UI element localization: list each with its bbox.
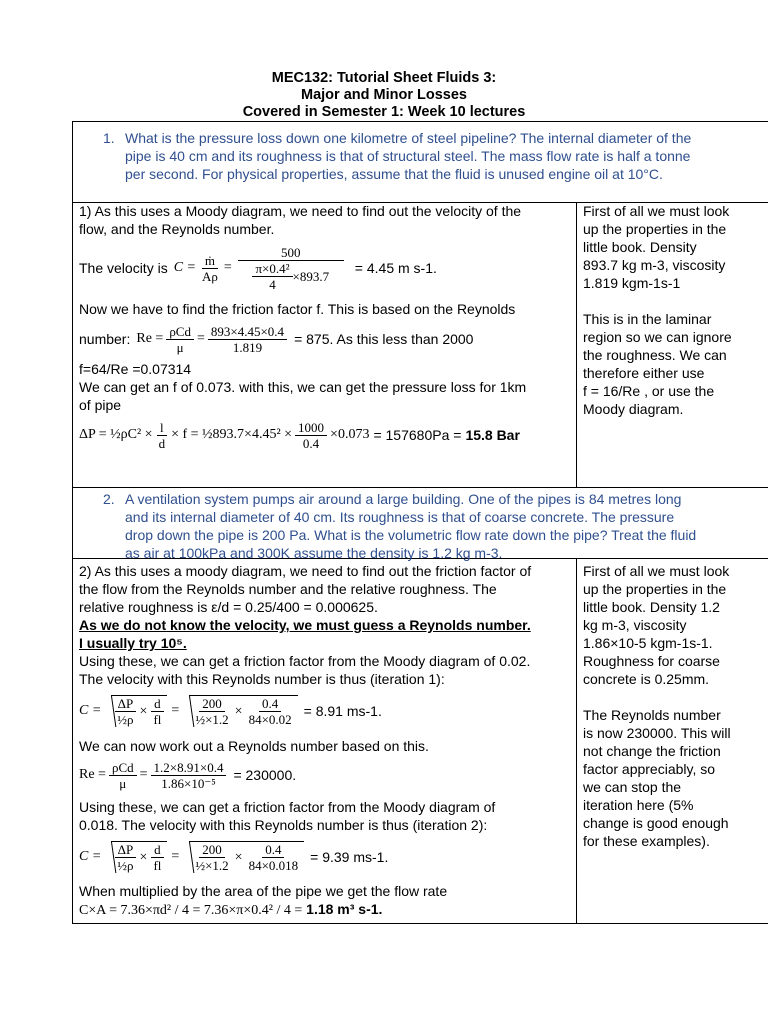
iteration-2-equation: C = $\frac{\Delta P}{\text{½ρ}}$ × $\frac{d}{fl}$ = $\frac{200}{\text{½×1.2}}$ × $\frac{0.4}{84\times 0.018}$ = 9.39 ms-1. <box>79 842 389 873</box>
pressure-loss-fraction-2 <box>295 420 327 451</box>
side-note-line: 893.7 kg m-3, viscosity <box>583 257 726 273</box>
column-divider-1 <box>576 202 577 487</box>
guess-value: I usually try 10⁵. <box>79 635 187 651</box>
table-border-top <box>72 121 768 122</box>
velocity-fraction-1-num: ṁ <box>202 253 218 269</box>
question-1 <box>103 129 768 201</box>
page-header <box>0 70 768 121</box>
iteration-1-result: = 8.91 ms-1. <box>303 703 382 719</box>
iteration-2-sqrt-2: $\frac{200}{\text{½×1.2}}$ × $\frac{0.4}{84\times 0.018}$ <box>189 841 304 873</box>
answer-2-line: the flow from the Reynolds number and the relative roughness. The <box>79 581 497 597</box>
friction-intro: Now we have to find the friction factor f. This is based on the Reynolds <box>79 301 516 317</box>
iteration-2-sqrt-1: $\frac{\Delta P}{\text{½ρ}}$ × $\frac{d}{fl}$ <box>111 841 167 873</box>
question-1-line: pipe is 40 cm and its roughness is that of structural steel. The mass flow rate is half a tonne <box>125 148 691 164</box>
iteration-1-fraction-b-num: d <box>151 696 164 712</box>
side-note-line: First of all we must look <box>583 203 730 219</box>
side-note-line: The Reynolds number <box>583 707 721 723</box>
reynolds-label: number: <box>79 331 131 347</box>
iteration-1-fraction-c-num: 200 <box>199 696 225 712</box>
side-note-line: the roughness. We can <box>583 347 727 363</box>
question-2-line: as air at 100kPa and 300K assume the density is 1.2 kg m-3. <box>125 545 503 561</box>
iteration-1-sqrt-1: $\frac{\Delta P}{\text{½ρ}}$ × $\frac{d}{fl}$ <box>111 695 167 727</box>
pressure-loss-mid: × f = ½893.7×4.45² × <box>171 427 293 442</box>
side-note-spacer <box>583 688 768 706</box>
reynolds-fraction-2-num: 893×4.45×0.4 <box>208 324 287 340</box>
answer-1-intro <box>79 202 574 238</box>
reynolds-2-fraction-b-num: 1.2×8.91×0.4 <box>151 760 227 776</box>
answer-2-line: relative roughness is ε/d = 0.25/400 = 0.000625. <box>79 599 378 615</box>
side-note-line: 1.819 kgm-1s-1 <box>583 275 681 291</box>
title-line-1: MEC132: Tutorial Sheet Fluids 3: <box>271 70 497 86</box>
iteration-1-fraction-a-num: ΔP <box>115 696 137 712</box>
reynolds-2-lhs: Re = <box>79 767 106 782</box>
guess-instruction: As we do not know the velocity, we must guess a Reynolds number. <box>79 617 531 633</box>
iteration-2-fraction-d <box>246 842 302 873</box>
velocity-label: The velocity is <box>79 260 168 276</box>
side-note-line: factor appreciably, so <box>583 761 716 777</box>
pressure-loss-tail: ×0.073 <box>330 427 370 442</box>
side-note-line: is now 230000. This will <box>583 725 731 741</box>
side-note-line: not change the friction <box>583 743 721 759</box>
velocity-area-num: π×0.4² <box>252 261 292 277</box>
question-2 <box>103 490 768 562</box>
answer-2-iteration-2-intro <box>79 798 495 834</box>
iteration-1-fraction-c <box>192 696 231 727</box>
iteration-1-sqrt-2: $\frac{200}{\text{½×1.2}}$ × $\frac{0.4}{84\times 0.02}$ <box>189 695 297 727</box>
side-note-line: therefore either use <box>583 365 705 381</box>
side-note-line: This is in the laminar <box>583 311 712 327</box>
iteration-1-fraction-d <box>246 696 295 727</box>
question-2-line: and its internal diameter of 40 cm. Its roughness is that of coarse concrete. The pressure <box>125 509 675 525</box>
iteration-1-fraction-d-num: 0.4 <box>259 696 281 712</box>
velocity-result: = 4.45 m s-1. <box>354 260 437 276</box>
iteration-1-fraction-a-den: ½ρ <box>117 712 134 727</box>
iteration-2-fraction-a <box>114 842 136 873</box>
pressure-loss-bold-result: 15.8 Bar <box>465 427 520 443</box>
side-note-line: First of all we must look <box>583 563 730 579</box>
iteration-1-fraction-d-den: 84×0.02 <box>248 712 292 727</box>
iteration-2-fraction-b <box>150 842 164 873</box>
reynolds-2-fraction-a <box>109 760 137 791</box>
iteration-2-fraction-b-num: d <box>151 842 164 858</box>
question-1-line: per second. For physical properties, assume that the fluid is unused engine oil at 10°C. <box>125 166 663 182</box>
answer-1-line: We can get an f of 0.073. with this, we can get the pressure loss for 1km <box>79 379 527 395</box>
reynolds-2-fraction-b <box>151 760 227 791</box>
side-note-line: concrete is 0.25mm. <box>583 671 710 687</box>
answer-1-line: 1) As this uses a Moody diagram, we need to find out the velocity of the <box>79 203 522 219</box>
iteration-2-result: = 9.39 ms-1. <box>310 849 389 865</box>
side-note-line: change is good enough <box>583 815 729 831</box>
side-note-2 <box>583 562 768 850</box>
flow-rate-result: 1.18 m³ s-1. <box>306 901 383 917</box>
iteration-2-fraction-d-den: 84×0.018 <box>248 858 299 873</box>
table-border-left <box>72 121 73 924</box>
pressure-loss-lhs: ΔP = ½ρC² × <box>79 427 153 442</box>
question-2-number: 2. <box>103 491 115 507</box>
side-note-line: region so we can ignore <box>583 329 732 345</box>
iteration-2-fraction-a-num: ΔP <box>115 842 137 858</box>
iteration-2-fraction-c-den: ½×1.2 <box>195 858 229 873</box>
reynolds-2-fraction-a-den: μ <box>119 775 127 791</box>
answer-1-followup <box>79 360 526 414</box>
iteration-1-lhs: C = <box>79 703 102 718</box>
side-note-1 <box>583 202 768 418</box>
side-note-line: up the properties in the <box>583 221 727 237</box>
velocity-area-fraction <box>252 261 292 292</box>
pressure-loss-fraction-1-num: l <box>157 420 167 436</box>
side-note-line: Roughness for coarse <box>583 653 720 669</box>
reynolds-result: = 875. As this less than 2000 <box>294 331 474 347</box>
answer-2-intro <box>79 562 531 688</box>
iteration-1-fraction-c-den: ½×1.2 <box>195 712 229 727</box>
row-divider-2 <box>72 487 768 488</box>
answer-2-line: When multiplied by the area of the pipe we get the flow rate <box>79 883 448 899</box>
question-1-number: 1. <box>103 130 115 146</box>
reynolds-2-result: = 230000. <box>233 767 297 783</box>
iteration-1-fraction-b-den: fl <box>153 712 162 727</box>
side-note-line: Moody diagram. <box>583 401 684 417</box>
pressure-loss-result: = 157680Pa = <box>373 427 462 443</box>
iteration-1-fraction-a <box>114 696 136 727</box>
velocity-density-mult: ×893.7 <box>292 268 330 284</box>
reynolds-lhs: Re = <box>136 331 164 346</box>
pressure-loss-fraction-2-num: 1000 <box>295 420 327 436</box>
title-line-2: Major and Minor Losses <box>301 87 467 103</box>
question-2-line: A ventilation system pumps air around a large building. One of the pipes is 84 metres long <box>125 491 682 507</box>
reynolds-fraction-1-num: ρCd <box>166 324 194 340</box>
side-note-spacer <box>583 292 768 310</box>
reynolds-intro-2: We can now work out a Reynolds number based on this. <box>79 738 429 754</box>
reynolds-fraction-2 <box>208 324 287 355</box>
iteration-1-fraction-b <box>150 696 164 727</box>
reynolds-fraction-1-den: μ <box>176 339 184 355</box>
answer-2-line: 2) As this uses a moody diagram, we need to find out the friction factor of <box>79 563 532 579</box>
pressure-loss-fraction-1 <box>156 420 169 451</box>
velocity-fraction-1 <box>199 253 221 284</box>
question-2-line: drop down the pipe is 200 Pa. What is the volumetric flow rate down the pipe? Treat the fluid <box>125 527 697 543</box>
reynolds-equation-1: number: Re = $\frac{\text{ρCd}}{\mu}$ = $\frac{893\times 4.45\times 0.4}{1.819}$ = 875. As this less than 2000 <box>79 323 474 355</box>
side-note-line: 1.86×10-5 kgm-1s-1. <box>583 635 713 651</box>
iteration-2-fraction-d-num: 0.4 <box>262 842 284 858</box>
iteration-2-fraction-a-den: ½ρ <box>117 858 134 873</box>
column-divider-2 <box>576 558 577 924</box>
side-note-line: iteration here (5% <box>583 797 694 813</box>
question-1-line: What is the pressure loss down one kilometre of steel pipeline? The internal diameter of the <box>125 130 692 146</box>
iteration-2-fraction-c-num: 200 <box>199 842 225 858</box>
side-note-line: little book. Density 1.2 <box>583 599 720 615</box>
pressure-loss-fraction-2-den: 0.4 <box>302 435 320 451</box>
velocity-fraction-2 <box>238 245 344 292</box>
velocity-fraction-2-num: 500 <box>238 245 344 261</box>
flow-rate-equation: C×A = 7.36×πd² / 4 = 7.36×π×0.4² / 4 = <box>79 903 303 918</box>
iteration-2-fraction-b-den: fl <box>153 858 162 873</box>
answer-2-conclusion <box>79 882 447 920</box>
velocity-fraction-1-den: Aρ <box>202 268 218 284</box>
side-note-line: little book. Density <box>583 239 697 255</box>
iteration-1-equation: C = $\frac{\Delta P}{\text{½ρ}}$ × $\frac{d}{fl}$ = $\frac{200}{\text{½×1.2}}$ × $\frac{0.4}{84\times 0.02}$ = 8.91 ms-1. <box>79 696 382 727</box>
side-note-line: we can stop the <box>583 779 682 795</box>
friction-factor-line: f=64/Re =0.07314 <box>79 361 192 377</box>
answer-2-line: Using these, we can get a friction factor from the Moody diagram of <box>79 799 496 815</box>
table-border-bottom <box>72 923 768 924</box>
answer-2-line: Using these, we can get a friction factor from the Moody diagram of 0.02. <box>79 653 531 669</box>
answer-2-line: The velocity with this Reynolds number is thus (iteration 1): <box>79 671 445 687</box>
side-note-line: for these examples). <box>583 833 710 849</box>
iteration-2-lhs: C = <box>79 849 102 864</box>
pressure-loss-equation <box>79 413 520 457</box>
side-note-line: f = 16/Re , or use the <box>583 383 715 399</box>
pressure-loss-fraction-1-den: d <box>158 435 166 451</box>
velocity-lhs: C = <box>173 260 196 275</box>
title-line-3: Covered in Semester 1: Week 10 lectures <box>242 104 526 120</box>
reynolds-fraction-1 <box>166 324 194 355</box>
reynolds-2-fraction-b-den: 1.86×10⁻⁵ <box>161 775 216 791</box>
iteration-2-fraction-c <box>192 842 231 873</box>
velocity-equation: The velocity is C = $\frac{\text{ṁ}}{A\rho}$ = 500 $\frac{\text{π×0.4²}}{4}$ ×893.7 = 4.45 m s-1. <box>79 244 437 292</box>
reynolds-fraction-2-den: 1.819 <box>232 339 263 355</box>
reynolds-2-fraction-a-num: ρCd <box>109 760 137 776</box>
answer-2-line: 0.018. The velocity with this Reynolds number is thus (iteration 2): <box>79 817 488 833</box>
side-note-line: up the properties in the <box>583 581 727 597</box>
answer-1-line: flow, and the Reynolds number. <box>79 221 275 237</box>
reynolds-equation-2: Re = $\frac{\text{ρCd}}{\mu}$ = $\frac{1.2\times 8.91\times 0.4}{\text{1.86×10⁻⁵}}$ = 230000. <box>79 759 297 791</box>
answer-1-line: of pipe <box>79 397 122 413</box>
velocity-area-den: 4 <box>269 276 276 292</box>
side-note-line: kg m-3, viscosity <box>583 617 687 633</box>
